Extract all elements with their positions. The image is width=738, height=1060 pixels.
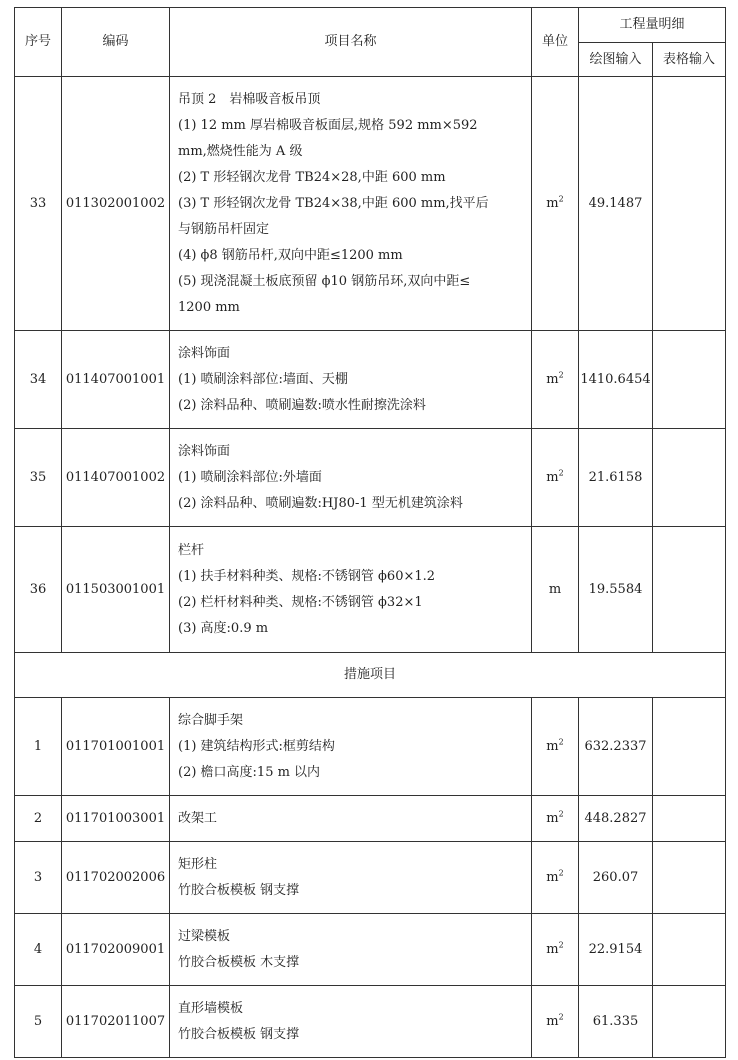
measure-table-row <box>15 698 726 796</box>
row-table-input-qty <box>653 796 726 842</box>
item-description-line: 竹胶合板模板 钢支撑 <box>178 882 300 898</box>
item-description-line: (5) 现浇混凝土板底预留 ϕ10 钢筋吊环,双向中距≤ <box>178 273 471 289</box>
unit-exponent: 2 <box>558 370 564 380</box>
row-table-input-qty <box>653 429 726 527</box>
row-code: 011702009001 <box>62 914 170 986</box>
measure-table-row <box>15 986 726 1058</box>
row-table-input-qty <box>653 986 726 1058</box>
row-unit <box>532 527 579 653</box>
section-title: 措施项目 <box>15 653 726 698</box>
section-row <box>15 653 726 698</box>
item-description-line: 直形墙模板 <box>178 1000 244 1016</box>
item-description-line: 涂料饰面 <box>178 345 231 361</box>
item-description-line: (1) 扶手材料种类、规格:不锈钢管 ϕ60×1.2 <box>178 568 436 584</box>
unit-exponent: 2 <box>558 737 564 747</box>
row-code: 011702011007 <box>62 986 170 1058</box>
item-description-line: (2) T 形轻钢次龙骨 TB24×28,中距 600 mm <box>178 169 446 185</box>
item-description-line: 矩形柱 <box>178 856 218 872</box>
row-item-name <box>170 986 532 1058</box>
header-unit: 单位 <box>532 8 579 77</box>
table-row <box>15 429 726 527</box>
item-description-line: 过梁模板 <box>178 928 231 944</box>
item-description-line: (1) 喷刷涂料部位:墙面、天棚 <box>178 371 348 387</box>
measure-table-row <box>15 842 726 914</box>
item-description-line: (3) 高度:0.9 m <box>178 620 269 636</box>
item-description-line: (2) 栏杆材料种类、规格:不锈钢管 ϕ32×1 <box>178 594 423 610</box>
row-unit <box>532 698 579 796</box>
header-seq: 序号 <box>15 8 62 77</box>
row-seq: 34 <box>15 331 62 429</box>
unit-text: m <box>546 371 559 387</box>
row-drawing-input-qty: 448.2827 <box>579 796 653 842</box>
item-description-line: (1) 建筑结构形式:框剪结构 <box>178 738 335 754</box>
row-code: 011701001001 <box>62 698 170 796</box>
item-description-line: (2) 檐口高度:15 m 以内 <box>178 764 321 780</box>
row-code: 011407001002 <box>62 429 170 527</box>
item-description-line: (3) T 形轻钢次龙骨 TB24×38,中距 600 mm,找平后 <box>178 195 489 211</box>
item-description-line: (4) ϕ8 钢筋吊杆,双向中距≤1200 mm <box>178 247 403 263</box>
row-unit <box>532 842 579 914</box>
row-code: 011302001002 <box>62 77 170 331</box>
row-drawing-input-qty: 22.9154 <box>579 914 653 986</box>
header-code: 编码 <box>62 8 170 77</box>
row-table-input-qty <box>653 77 726 331</box>
unit-text: m <box>546 469 559 485</box>
item-description-line: 竹胶合板模板 钢支撑 <box>178 1026 300 1042</box>
row-drawing-input-qty: 1410.6454 <box>579 331 653 429</box>
unit-text: m <box>546 738 559 754</box>
unit-text: m <box>546 195 559 211</box>
row-seq: 2 <box>15 796 62 842</box>
table-row <box>15 77 726 331</box>
row-unit <box>532 331 579 429</box>
row-seq: 36 <box>15 527 62 653</box>
row-code: 011407001001 <box>62 331 170 429</box>
unit-exponent: 2 <box>558 194 564 204</box>
row-drawing-input-qty: 49.1487 <box>579 77 653 331</box>
item-description-line: 竹胶合板模板 木支撑 <box>178 954 300 970</box>
row-table-input-qty <box>653 527 726 653</box>
row-table-input-qty <box>653 698 726 796</box>
item-description-line: 栏杆 <box>178 542 205 558</box>
row-drawing-input-qty: 21.6158 <box>579 429 653 527</box>
row-item-name <box>170 698 532 796</box>
item-description-line: (2) 涂料品种、喷刷遍数:HJ80-1 型无机建筑涂料 <box>178 495 463 511</box>
row-seq: 4 <box>15 914 62 986</box>
row-code: 011702002006 <box>62 842 170 914</box>
row-table-input-qty <box>653 914 726 986</box>
item-description-line: (1) 12 mm 厚岩棉吸音板面层,规格 592 mm×592 <box>178 117 478 133</box>
row-item-name <box>170 527 532 653</box>
unit-exponent: 2 <box>558 868 564 878</box>
item-description-line: 与钢筋吊杆固定 <box>178 221 270 237</box>
unit-exponent: 2 <box>558 809 564 819</box>
measure-table-row <box>15 796 726 842</box>
row-unit <box>532 796 579 842</box>
unit-text: m <box>546 869 559 885</box>
unit-text: m <box>546 1013 559 1029</box>
row-unit <box>532 914 579 986</box>
row-unit <box>532 429 579 527</box>
header-drawing-input: 绘图输入 <box>579 43 653 77</box>
row-drawing-input-qty: 61.335 <box>579 986 653 1058</box>
row-drawing-input-qty: 260.07 <box>579 842 653 914</box>
row-seq: 5 <box>15 986 62 1058</box>
row-seq: 33 <box>15 77 62 331</box>
row-drawing-input-qty: 632.2337 <box>579 698 653 796</box>
row-item-name <box>170 914 532 986</box>
unit-text: m <box>546 810 559 826</box>
header-table-input: 表格输入 <box>653 43 726 77</box>
row-unit <box>532 77 579 331</box>
quantity-table <box>14 7 726 1058</box>
row-seq: 35 <box>15 429 62 527</box>
item-description-line: 1200 mm <box>178 299 240 315</box>
item-description-line: (2) 涂料品种、喷刷遍数:喷水性耐擦洗涂料 <box>178 397 426 413</box>
row-item-name <box>170 796 532 842</box>
row-seq: 3 <box>15 842 62 914</box>
item-description-line: (1) 喷刷涂料部位:外墙面 <box>178 469 322 485</box>
header-qty-group: 工程量明细 <box>579 8 726 43</box>
item-description-line: 吊顶 2 岩棉吸音板吊顶 <box>178 91 321 107</box>
row-unit <box>532 986 579 1058</box>
item-description-line: 改架工 <box>178 810 218 826</box>
row-item-name <box>170 842 532 914</box>
unit-text: m <box>546 941 559 957</box>
table-row <box>15 527 726 653</box>
table-body <box>15 77 726 1058</box>
row-code: 011701003001 <box>62 796 170 842</box>
row-item-name <box>170 77 532 331</box>
row-seq: 1 <box>15 698 62 796</box>
unit-text: m <box>548 581 562 597</box>
unit-exponent: 2 <box>558 940 564 950</box>
item-description-line: 涂料饰面 <box>178 443 231 459</box>
table-row <box>15 331 726 429</box>
item-description-line: 综合脚手架 <box>178 712 244 728</box>
item-description-line: mm,燃烧性能为 A 级 <box>178 143 303 159</box>
unit-exponent: 2 <box>558 468 564 478</box>
row-code: 011503001001 <box>62 527 170 653</box>
measure-table-row <box>15 914 726 986</box>
header-name: 项目名称 <box>170 8 532 77</box>
row-item-name <box>170 331 532 429</box>
row-drawing-input-qty: 19.5584 <box>579 527 653 653</box>
unit-exponent: 2 <box>558 1012 564 1022</box>
row-table-input-qty <box>653 331 726 429</box>
row-table-input-qty <box>653 842 726 914</box>
row-item-name <box>170 429 532 527</box>
